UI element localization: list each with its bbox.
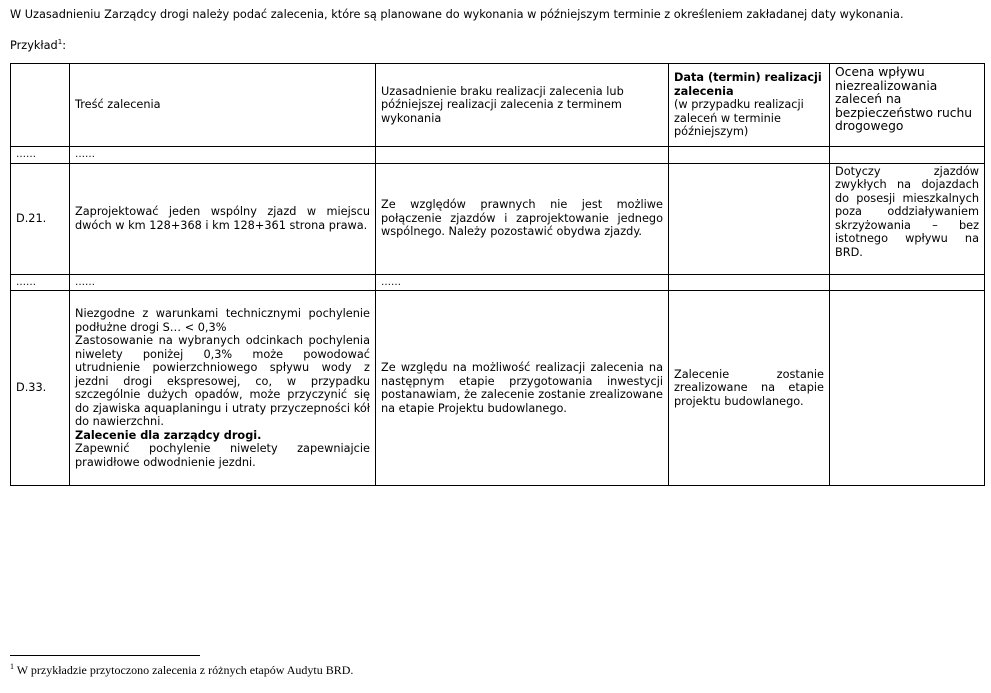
table-row — [11, 147, 985, 164]
table-row — [11, 291, 985, 486]
row-justification — [376, 147, 669, 164]
content-paragraph: Zapewnić pochylenie niwelety zapewniajcie prawidłowe odwodnienie jezdni. — [75, 442, 370, 469]
row-impact — [830, 147, 985, 164]
header-content: Treść zalecenia — [70, 64, 376, 147]
row-date — [669, 147, 830, 164]
row-impact — [830, 291, 985, 486]
footnote-separator — [10, 655, 200, 656]
row-lp: D.21. — [11, 163, 70, 274]
table-row — [11, 274, 985, 291]
row-justification: …… — [376, 274, 669, 291]
intro-paragraph: W Uzasadnieniu Zarządcy drogi należy podać zalecenia, które są planowane do wykonania w późniejszym terminie z określeniem zakładanej daty wykonania. — [10, 8, 904, 21]
row-impact — [830, 274, 985, 291]
footnote — [10, 662, 353, 678]
recommendations-table — [10, 63, 985, 486]
header-date — [669, 64, 830, 147]
example-heading — [10, 38, 66, 52]
row-impact: Dotyczy zjazdów zwykłych na dojazdach do posesji mieszkalnych poza oddziaływaniem skrzyżowania – bez istotnego wpływu na BRD. — [830, 163, 985, 274]
row-content: Zaprojektować jeden wspólny zjazd w miejscu dwóch w km 128+368 i km 128+361 strona prawa. — [70, 163, 376, 274]
row-content: …… — [70, 274, 376, 291]
content-paragraph: Niezgodne z warunkami technicznymi pochylenie podłużne drogi S… < 0,3% — [75, 307, 370, 334]
row-date — [669, 163, 830, 274]
row-justification: Ze względu na możliwość realizacji zalecenia na następnym etapie przygotowania inwestycji postanawiam, że zalecenie zostanie zrealizowane na etapie Projektu budowlanego. — [376, 291, 669, 486]
row-content — [70, 291, 376, 486]
header-justification: Uzasadnienie braku realizacji zalecenia lub późniejszej realizacji zalecenia z terminem wykonania — [376, 64, 669, 147]
row-date: Zalecenie zostanie zrealizowane na etapie projektu budowlanego. — [669, 291, 830, 486]
row-lp: …… — [11, 147, 70, 164]
table-header-row — [11, 64, 985, 147]
header-impact: Ocena wpływu niezrealizowania zaleceń na bezpieczeństwo ruchu drogowego — [830, 64, 985, 147]
content-paragraph: Zastosowanie na wybranych odcinkach pochylenia niwelety poniżej 0,3% może powodować utrudnienie powierzchniowego spływu wody z jezdni drogi ekspresowej, co, w przypadku szczególnie dużych opadów, może przyczynić się do zjawiska aquaplaningu i utraty przyczepności kół do nawierzchni. — [75, 334, 370, 428]
footnote-reference: 1 — [57, 38, 63, 46]
example-label: Przykład — [10, 38, 58, 52]
table-row — [11, 163, 985, 274]
footnote-text: W przykładzie przytoczono zalecenia z różnych etapów Audytu BRD. — [14, 663, 354, 677]
row-date — [669, 274, 830, 291]
footnote-number: 1 — [10, 662, 14, 671]
header-date-note: (w przypadku realizacji zaleceń w terminie późniejszym) — [674, 98, 804, 139]
header-lp — [11, 64, 70, 147]
row-content: …… — [70, 147, 376, 164]
row-lp: D.33. — [11, 291, 70, 486]
example-colon: : — [62, 38, 67, 52]
header-date-title: Data (termin) realizacji zalecenia — [674, 71, 822, 98]
row-justification: Ze względów prawnych nie jest możliwe połączenie zjazdów i zaprojektowanie jednego wspólnego. Należy pozostawić obydwa zjazdy. — [376, 163, 669, 274]
row-lp: …… — [11, 274, 70, 291]
content-bold-heading: Zalecenie dla zarządcy drogi. — [75, 428, 262, 442]
